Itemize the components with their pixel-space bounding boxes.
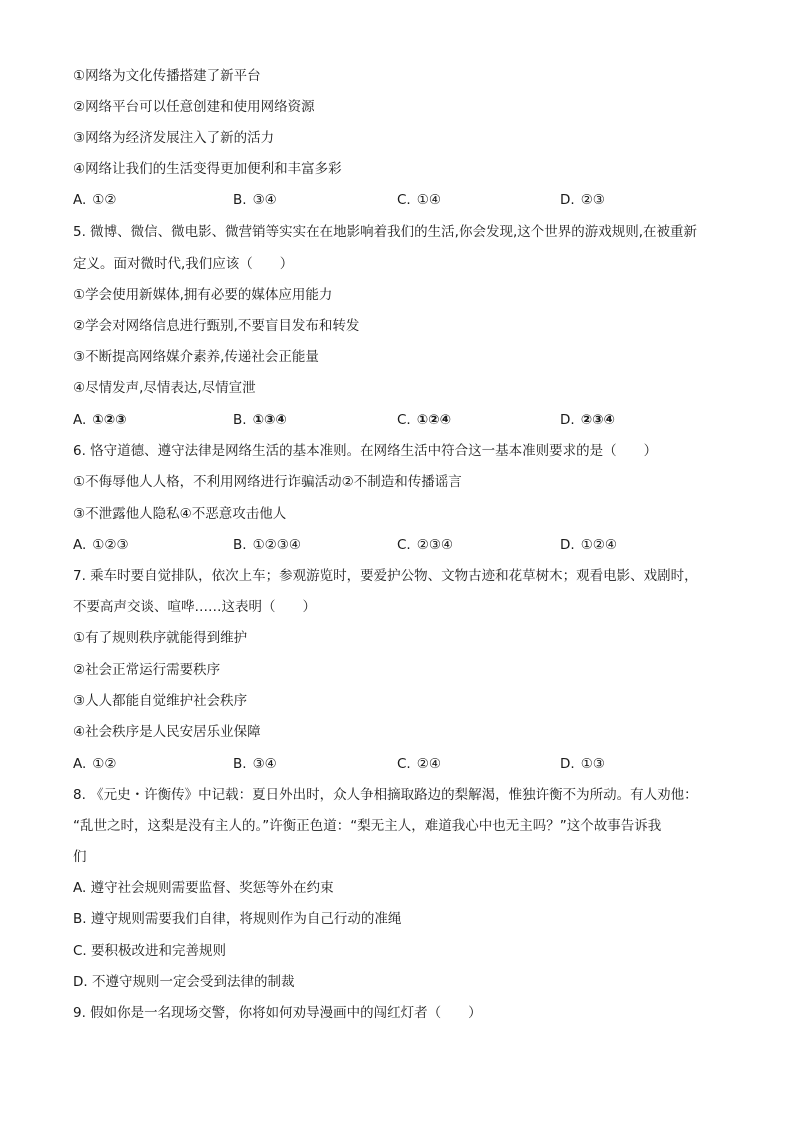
q6-option-b[interactable]: B. ①②③④: [233, 537, 301, 553]
q8-option-c[interactable]: C. 要积极改进和完善规则: [73, 943, 227, 959]
q7-stem-line2: 不要高声交谈、喧哗……这表明（ ）: [73, 599, 316, 615]
q5-option-c[interactable]: C. ①②④: [397, 412, 452, 428]
q4-option-c[interactable]: C. ①④: [397, 192, 441, 208]
q7-option-d[interactable]: D. ①③: [560, 756, 605, 772]
q4-option-b[interactable]: B. ③④: [233, 192, 277, 208]
q7-options: [73, 755, 723, 773]
q8-stem-line3: 们: [73, 849, 87, 865]
q5-option-b[interactable]: B. ①③④: [233, 412, 287, 428]
q5-item-2: ②学会对网络信息进行甄别,不要盲目发布和转发: [73, 318, 360, 334]
q6-item-1: ①不侮辱他人人格，不利用网络进行诈骗活动②不制造和传播谣言: [73, 474, 462, 490]
q7-option-c[interactable]: C. ②④: [397, 756, 441, 772]
q8-option-b[interactable]: B. 遵守规则需要我们自律，将规则作为自己行动的准绳: [73, 911, 402, 927]
q8-option-a[interactable]: A. 遵守社会规则需要监督、奖惩等外在约束: [73, 880, 334, 896]
q4-option-a[interactable]: A. ①②: [73, 192, 117, 208]
q7-option-a[interactable]: A. ①②: [73, 756, 117, 772]
q9-stem: 9. 假如你是一名现场交警，你将如何劝导漫画中的闯红灯者（ ）: [73, 1005, 482, 1021]
q4-item-4: ④网络让我们的生活变得更加便利和丰富多彩: [73, 161, 342, 177]
q4-item-1: ①网络为文化传播搭建了新平台: [73, 68, 261, 84]
q5-item-3: ③不断提高网络媒介素养,传递社会正能量: [73, 349, 319, 365]
q5-item-4: ④尽情发声,尽情表达,尽情宣泄: [73, 380, 256, 396]
q5-stem-line1: 5. 微博、微信、微电影、微营销等实实在在地影响着我们的生活,你会发现,这个世界的游戏规则,在被重新: [73, 224, 698, 240]
q7-item-1: ①有了规则秩序就能得到维护: [73, 630, 248, 646]
q7-item-4: ④社会秩序是人民安居乐业保障: [73, 724, 261, 740]
q7-item-2: ②社会正常运行需要秩序: [73, 662, 221, 678]
q6-options: [73, 536, 723, 554]
q7-item-3: ③人人都能自觉维护社会秩序: [73, 693, 248, 709]
q4-options: [73, 191, 723, 209]
q6-stem: 6. 恪守道德、遵守法律是网络生活的基本准则。在网络生活中符合这一基本准则要求的是（ ）: [73, 443, 658, 459]
q4-item-3: ③网络为经济发展注入了新的活力: [73, 130, 275, 146]
q7-stem-line1: 7. 乘车时要自觉排队，依次上车；参观游览时，要爱护公物、文物古迹和花草树木；观看电影、戏剧时，: [73, 568, 698, 584]
q8-option-d[interactable]: D. 不遵守规则一定会受到法律的制裁: [73, 974, 295, 990]
q6-option-d[interactable]: D. ①②④: [560, 537, 617, 553]
q6-option-c[interactable]: C. ②③④: [397, 537, 454, 553]
q5-item-1: ①学会使用新媒体,拥有必要的媒体应用能力: [73, 287, 333, 303]
q6-option-a[interactable]: A. ①②③: [73, 537, 129, 553]
q5-option-a[interactable]: A. ①②③: [73, 412, 127, 428]
q8-stem-line1: 8. 《元史・许衡传》中记载：夏日外出时，众人争相摘取路边的梨解渴，惟独许衡不为所动。有人劝他：: [73, 787, 698, 803]
q6-item-2: ③不泄露他人隐私④不恶意攻击他人: [73, 506, 287, 522]
q8-stem-line2: “乱世之时，这梨是没有主人的。”许衡正色道：“梨无主人，难道我心中也无主吗？”这个故事告诉我: [73, 818, 662, 834]
q5-option-d[interactable]: D. ②③④: [560, 412, 615, 428]
q7-option-b[interactable]: B. ③④: [233, 756, 277, 772]
q5-stem-line2: 定义。面对微时代,我们应该（ ）: [73, 256, 294, 272]
q4-item-2: ②网络平台可以任意创建和使用网络资源: [73, 99, 315, 115]
q4-option-d[interactable]: D. ②③: [560, 192, 605, 208]
q5-options: [73, 411, 723, 429]
